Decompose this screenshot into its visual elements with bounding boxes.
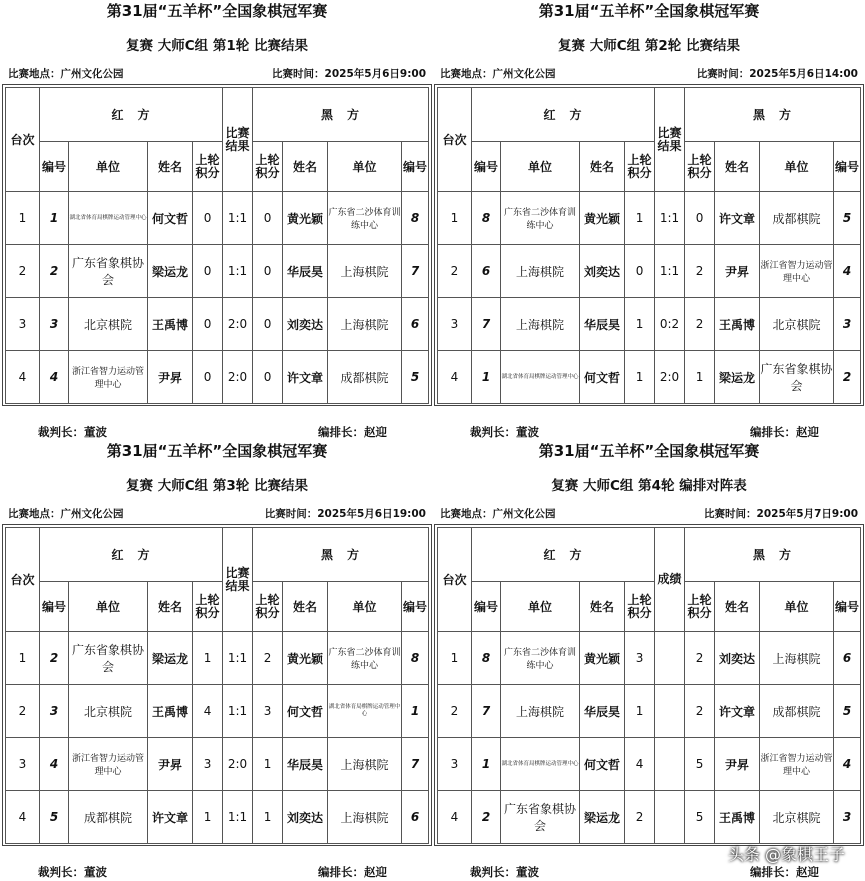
- board-number: 4: [6, 351, 40, 404]
- match-info: [440, 66, 858, 82]
- red-player-name: 梁运龙: [148, 632, 193, 685]
- black-previous-points: 0: [253, 245, 283, 298]
- round-subtitle: 复赛 大师C组 第1轮 比赛结果: [126, 38, 308, 54]
- board-header: 台次: [6, 88, 40, 192]
- red-player-name: 尹昇: [148, 738, 193, 791]
- red-player-unit: 湖北省体育局棋牌运动管理中心: [501, 738, 580, 791]
- board-number: 2: [438, 685, 472, 738]
- black-player-unit: 北京棋院: [760, 298, 834, 351]
- officials-footer: [434, 424, 864, 440]
- black-player-number: 8: [402, 632, 429, 685]
- red-player-number: 1: [472, 351, 501, 404]
- black-player-unit: 成都棋院: [760, 685, 834, 738]
- red-side-header: 红 方: [472, 528, 655, 582]
- red-player-name: 梁运龙: [580, 791, 625, 844]
- board-number: 1: [6, 632, 40, 685]
- red-player-unit: 湖北省体育局棋牌运动管理中心: [501, 351, 580, 404]
- black-name-header: 姓名: [715, 582, 760, 632]
- black-player-name: 许文章: [715, 192, 760, 245]
- red-previous-points: 0: [625, 245, 655, 298]
- match-result: 1:1: [655, 192, 685, 245]
- black-player-number: 8: [402, 192, 429, 245]
- black-previous-points: 0: [253, 192, 283, 245]
- match-time-text: 比赛时间：2025年5月7日9:00: [704, 508, 858, 520]
- table-row: [6, 791, 429, 844]
- results-table-frame: [2, 524, 432, 846]
- black-previous-points: 1: [685, 351, 715, 404]
- table-row: [6, 245, 429, 298]
- match-info: [8, 66, 426, 82]
- red-player-unit: 广东省二沙体育训练中心: [501, 192, 580, 245]
- black-player-name: 许文章: [715, 685, 760, 738]
- black-player-number: 5: [834, 685, 861, 738]
- officials-footer: [2, 864, 432, 880]
- board-number: 3: [6, 298, 40, 351]
- chief-arranger: 编排长：赵迎: [318, 425, 387, 439]
- result-header: 成绩: [655, 528, 685, 632]
- red-player-number: 8: [472, 192, 501, 245]
- black-player-number: 7: [402, 738, 429, 791]
- black-previous-points: 5: [685, 738, 715, 791]
- red-previous-points: 0: [193, 351, 223, 404]
- results-table-frame: [2, 84, 432, 406]
- red-player-name: 王禹博: [148, 685, 193, 738]
- chief-arranger: 编排长：赵迎: [750, 425, 819, 439]
- red-player-unit: 上海棋院: [501, 685, 580, 738]
- black-player-unit: 浙江省智力运动管理中心: [760, 738, 834, 791]
- red-previous-points: 1: [625, 298, 655, 351]
- round-subtitle: 复赛 大师C组 第3轮 比赛结果: [126, 478, 308, 494]
- black-points-header: 上轮积分: [253, 582, 283, 632]
- black-name-header: 姓名: [283, 582, 328, 632]
- black-side-header: 黑 方: [685, 88, 861, 142]
- black-side-header: 黑 方: [685, 528, 861, 582]
- red-unit-header: 单位: [501, 582, 580, 632]
- red-previous-points: 0: [193, 245, 223, 298]
- board-number: 3: [438, 298, 472, 351]
- black-player-name: 刘奕达: [283, 298, 328, 351]
- match-time-text: 比赛时间：2025年5月6日19:00: [264, 508, 426, 520]
- watermark: 头条 @象棋王子: [727, 845, 845, 864]
- results-table-frame: [434, 84, 864, 406]
- match-result: 2:0: [223, 351, 253, 404]
- red-player-unit: 浙江省智力运动管理中心: [69, 738, 148, 791]
- red-previous-points: 1: [625, 192, 655, 245]
- red-player-unit: 广东省象棋协会: [69, 632, 148, 685]
- red-previous-points: 4: [625, 738, 655, 791]
- red-points-header: 上轮积分: [625, 142, 655, 192]
- black-player-unit: 广东省二沙体育训练中心: [328, 632, 402, 685]
- table-row: [438, 351, 861, 404]
- match-result: 1:1: [223, 632, 253, 685]
- black-previous-points: 0: [685, 192, 715, 245]
- black-player-name: 华辰昊: [283, 738, 328, 791]
- red-player-unit: 湖北省体育局棋牌运动管理中心: [69, 192, 148, 245]
- black-side-header: 黑 方: [253, 528, 429, 582]
- black-player-unit: 成都棋院: [760, 192, 834, 245]
- red-points-header: 上轮积分: [193, 582, 223, 632]
- black-player-number: 4: [834, 738, 861, 791]
- result-header: 比赛结果: [223, 88, 253, 192]
- black-previous-points: 2: [685, 632, 715, 685]
- red-player-name: 许文章: [148, 791, 193, 844]
- table-row: [438, 298, 861, 351]
- black-player-number: 1: [402, 685, 429, 738]
- red-player-name: 何文哲: [580, 351, 625, 404]
- match-result: [655, 791, 685, 844]
- red-side-header: 红 方: [472, 88, 655, 142]
- board-number: 1: [438, 632, 472, 685]
- red-player-number: 7: [472, 685, 501, 738]
- black-player-name: 黄光颖: [283, 192, 328, 245]
- red-player-unit: 成都棋院: [69, 791, 148, 844]
- board-number: 2: [6, 245, 40, 298]
- red-points-header: 上轮积分: [193, 142, 223, 192]
- tournament-title: 第31届“五羊杯”全国象棋冠军赛: [106, 2, 328, 20]
- red-player-number: 2: [40, 632, 69, 685]
- match-result: 1:1: [223, 685, 253, 738]
- black-number-header: 编号: [834, 142, 861, 192]
- red-player-number: 5: [40, 791, 69, 844]
- match-result: 0:2: [655, 298, 685, 351]
- red-player-number: 3: [40, 685, 69, 738]
- board-number: 2: [438, 245, 472, 298]
- match-result: 1:1: [223, 791, 253, 844]
- red-player-name: 何文哲: [148, 192, 193, 245]
- board-number: 4: [438, 351, 472, 404]
- black-name-header: 姓名: [715, 142, 760, 192]
- black-player-name: 华辰昊: [283, 245, 328, 298]
- red-unit-header: 单位: [501, 142, 580, 192]
- red-previous-points: 1: [193, 632, 223, 685]
- red-player-name: 华辰昊: [580, 298, 625, 351]
- table-row: [6, 351, 429, 404]
- black-player-name: 何文哲: [283, 685, 328, 738]
- black-previous-points: 2: [685, 298, 715, 351]
- board-number: 1: [6, 192, 40, 245]
- chief-arranger: 编排长：赵迎: [750, 865, 819, 879]
- venue-text: 比赛地点：广州文化公园: [440, 508, 556, 520]
- results-table: [437, 527, 861, 844]
- match-result: [655, 738, 685, 791]
- black-player-number: 7: [402, 245, 429, 298]
- black-player-number: 2: [834, 351, 861, 404]
- black-unit-header: 单位: [328, 582, 402, 632]
- chief-referee: 裁判长：董波: [38, 865, 107, 879]
- red-player-number: 1: [40, 192, 69, 245]
- red-player-unit: 上海棋院: [501, 245, 580, 298]
- match-info: [8, 506, 426, 522]
- black-previous-points: 2: [685, 245, 715, 298]
- match-result: 2:0: [655, 351, 685, 404]
- black-player-unit: 北京棋院: [760, 791, 834, 844]
- black-number-header: 编号: [402, 582, 429, 632]
- tournament-title: 第31届“五羊杯”全国象棋冠军赛: [538, 2, 760, 20]
- black-player-unit: 上海棋院: [328, 738, 402, 791]
- results-table: [437, 87, 861, 404]
- red-player-name: 何文哲: [580, 738, 625, 791]
- black-player-number: 6: [834, 632, 861, 685]
- match-time-text: 比赛时间：2025年5月6日9:00: [272, 68, 426, 80]
- black-player-unit: 广东省二沙体育训练中心: [328, 192, 402, 245]
- red-player-number: 7: [472, 298, 501, 351]
- board-number: 3: [438, 738, 472, 791]
- chief-arranger: 编排长：赵迎: [318, 865, 387, 879]
- black-player-name: 刘奕达: [283, 791, 328, 844]
- chief-referee: 裁判长：董波: [470, 865, 539, 879]
- black-side-header: 黑 方: [253, 88, 429, 142]
- red-player-unit: 北京棋院: [69, 298, 148, 351]
- red-player-number: 8: [472, 632, 501, 685]
- black-name-header: 姓名: [283, 142, 328, 192]
- black-player-name: 黄光颖: [283, 632, 328, 685]
- black-previous-points: 2: [685, 685, 715, 738]
- red-player-number: 1: [472, 738, 501, 791]
- red-player-unit: 北京棋院: [69, 685, 148, 738]
- venue-text: 比赛地点：广州文化公园: [8, 68, 124, 80]
- red-player-number: 6: [472, 245, 501, 298]
- black-player-unit: 浙江省智力运动管理中心: [760, 245, 834, 298]
- board-header: 台次: [438, 88, 472, 192]
- black-player-name: 尹昇: [715, 738, 760, 791]
- red-side-header: 红 方: [40, 88, 223, 142]
- black-player-number: 3: [834, 791, 861, 844]
- red-previous-points: 0: [193, 298, 223, 351]
- red-player-name: 黄光颖: [580, 192, 625, 245]
- black-player-name: 尹昇: [715, 245, 760, 298]
- board-number: 4: [6, 791, 40, 844]
- black-unit-header: 单位: [760, 142, 834, 192]
- black-previous-points: 0: [253, 351, 283, 404]
- red-player-unit: 广东省象棋协会: [69, 245, 148, 298]
- table-row: [438, 685, 861, 738]
- table-row: [6, 685, 429, 738]
- match-result: 1:1: [223, 245, 253, 298]
- red-unit-header: 单位: [69, 582, 148, 632]
- black-player-unit: 湖北省体育局棋牌运动管理中心: [328, 685, 402, 738]
- black-player-name: 梁运龙: [715, 351, 760, 404]
- black-player-unit: 广东省象棋协会: [760, 351, 834, 404]
- results-table: [5, 87, 429, 404]
- red-previous-points: 3: [625, 632, 655, 685]
- result-header: 比赛结果: [223, 528, 253, 632]
- red-name-header: 姓名: [580, 582, 625, 632]
- chief-referee: 裁判长：董波: [470, 425, 539, 439]
- results-table: [5, 527, 429, 844]
- board-number: 4: [438, 791, 472, 844]
- table-row: [438, 791, 861, 844]
- table-row: [6, 738, 429, 791]
- red-number-header: 编号: [472, 582, 501, 632]
- round-subtitle: 复赛 大师C组 第2轮 比赛结果: [558, 38, 740, 54]
- black-player-number: 5: [402, 351, 429, 404]
- board-number: 1: [438, 192, 472, 245]
- black-player-unit: 上海棋院: [760, 632, 834, 685]
- red-player-name: 黄光颖: [580, 632, 625, 685]
- red-number-header: 编号: [40, 142, 69, 192]
- table-row: [6, 298, 429, 351]
- result-header: 比赛结果: [655, 88, 685, 192]
- black-points-header: 上轮积分: [685, 582, 715, 632]
- black-player-unit: 上海棋院: [328, 245, 402, 298]
- red-previous-points: 0: [193, 192, 223, 245]
- tournament-title: 第31届“五羊杯”全国象棋冠军赛: [538, 442, 760, 460]
- black-unit-header: 单位: [760, 582, 834, 632]
- red-player-name: 梁运龙: [148, 245, 193, 298]
- black-number-header: 编号: [834, 582, 861, 632]
- red-previous-points: 1: [193, 791, 223, 844]
- table-row: [438, 738, 861, 791]
- red-previous-points: 1: [625, 351, 655, 404]
- red-player-number: 3: [40, 298, 69, 351]
- match-result: 2:0: [223, 738, 253, 791]
- chief-referee: 裁判长：董波: [38, 425, 107, 439]
- black-player-number: 6: [402, 791, 429, 844]
- red-points-header: 上轮积分: [625, 582, 655, 632]
- table-row: [438, 192, 861, 245]
- black-number-header: 编号: [402, 142, 429, 192]
- red-player-unit: 广东省象棋协会: [501, 791, 580, 844]
- venue-text: 比赛地点：广州文化公园: [440, 68, 556, 80]
- tournament-title: 第31届“五羊杯”全国象棋冠军赛: [106, 442, 328, 460]
- table-row: [438, 632, 861, 685]
- match-result: [655, 685, 685, 738]
- red-number-header: 编号: [40, 582, 69, 632]
- match-result: 2:0: [223, 298, 253, 351]
- red-previous-points: 1: [625, 685, 655, 738]
- black-previous-points: 3: [253, 685, 283, 738]
- match-result: 1:1: [223, 192, 253, 245]
- red-unit-header: 单位: [69, 142, 148, 192]
- officials-footer: [434, 864, 864, 880]
- board-header: 台次: [6, 528, 40, 632]
- black-previous-points: 0: [253, 298, 283, 351]
- red-previous-points: 3: [193, 738, 223, 791]
- red-player-number: 2: [472, 791, 501, 844]
- match-result: [655, 632, 685, 685]
- red-player-number: 4: [40, 351, 69, 404]
- venue-text: 比赛地点：广州文化公园: [8, 508, 124, 520]
- black-player-number: 6: [402, 298, 429, 351]
- black-player-number: 5: [834, 192, 861, 245]
- officials-footer: [2, 424, 432, 440]
- round-subtitle: 复赛 大师C组 第4轮 编排对阵表: [551, 478, 747, 494]
- table-row: [6, 192, 429, 245]
- match-time-text: 比赛时间：2025年5月6日14:00: [696, 68, 858, 80]
- black-points-header: 上轮积分: [253, 142, 283, 192]
- match-result: 1:1: [655, 245, 685, 298]
- results-table-frame: [434, 524, 864, 846]
- red-player-unit: 浙江省智力运动管理中心: [69, 351, 148, 404]
- black-player-name: 刘奕达: [715, 632, 760, 685]
- red-player-unit: 广东省二沙体育训练中心: [501, 632, 580, 685]
- red-number-header: 编号: [472, 142, 501, 192]
- black-player-unit: 上海棋院: [328, 298, 402, 351]
- black-player-name: 王禹博: [715, 298, 760, 351]
- red-previous-points: 2: [625, 791, 655, 844]
- black-player-unit: 上海棋院: [328, 791, 402, 844]
- table-row: [6, 632, 429, 685]
- black-previous-points: 1: [253, 791, 283, 844]
- red-player-name: 王禹博: [148, 298, 193, 351]
- match-info: [440, 506, 858, 522]
- board-header: 台次: [438, 528, 472, 632]
- black-player-name: 王禹博: [715, 791, 760, 844]
- black-player-name: 许文章: [283, 351, 328, 404]
- black-previous-points: 2: [253, 632, 283, 685]
- red-name-header: 姓名: [148, 142, 193, 192]
- red-name-header: 姓名: [580, 142, 625, 192]
- red-name-header: 姓名: [148, 582, 193, 632]
- black-previous-points: 5: [685, 791, 715, 844]
- red-side-header: 红 方: [40, 528, 223, 582]
- red-player-name: 华辰昊: [580, 685, 625, 738]
- board-number: 2: [6, 685, 40, 738]
- red-player-number: 2: [40, 245, 69, 298]
- table-row: [438, 245, 861, 298]
- black-player-unit: 成都棋院: [328, 351, 402, 404]
- red-player-name: 刘奕达: [580, 245, 625, 298]
- board-number: 3: [6, 738, 40, 791]
- black-previous-points: 1: [253, 738, 283, 791]
- black-unit-header: 单位: [328, 142, 402, 192]
- red-previous-points: 4: [193, 685, 223, 738]
- black-points-header: 上轮积分: [685, 142, 715, 192]
- black-player-number: 3: [834, 298, 861, 351]
- red-player-number: 4: [40, 738, 69, 791]
- red-player-name: 尹昇: [148, 351, 193, 404]
- black-player-number: 4: [834, 245, 861, 298]
- red-player-unit: 上海棋院: [501, 298, 580, 351]
